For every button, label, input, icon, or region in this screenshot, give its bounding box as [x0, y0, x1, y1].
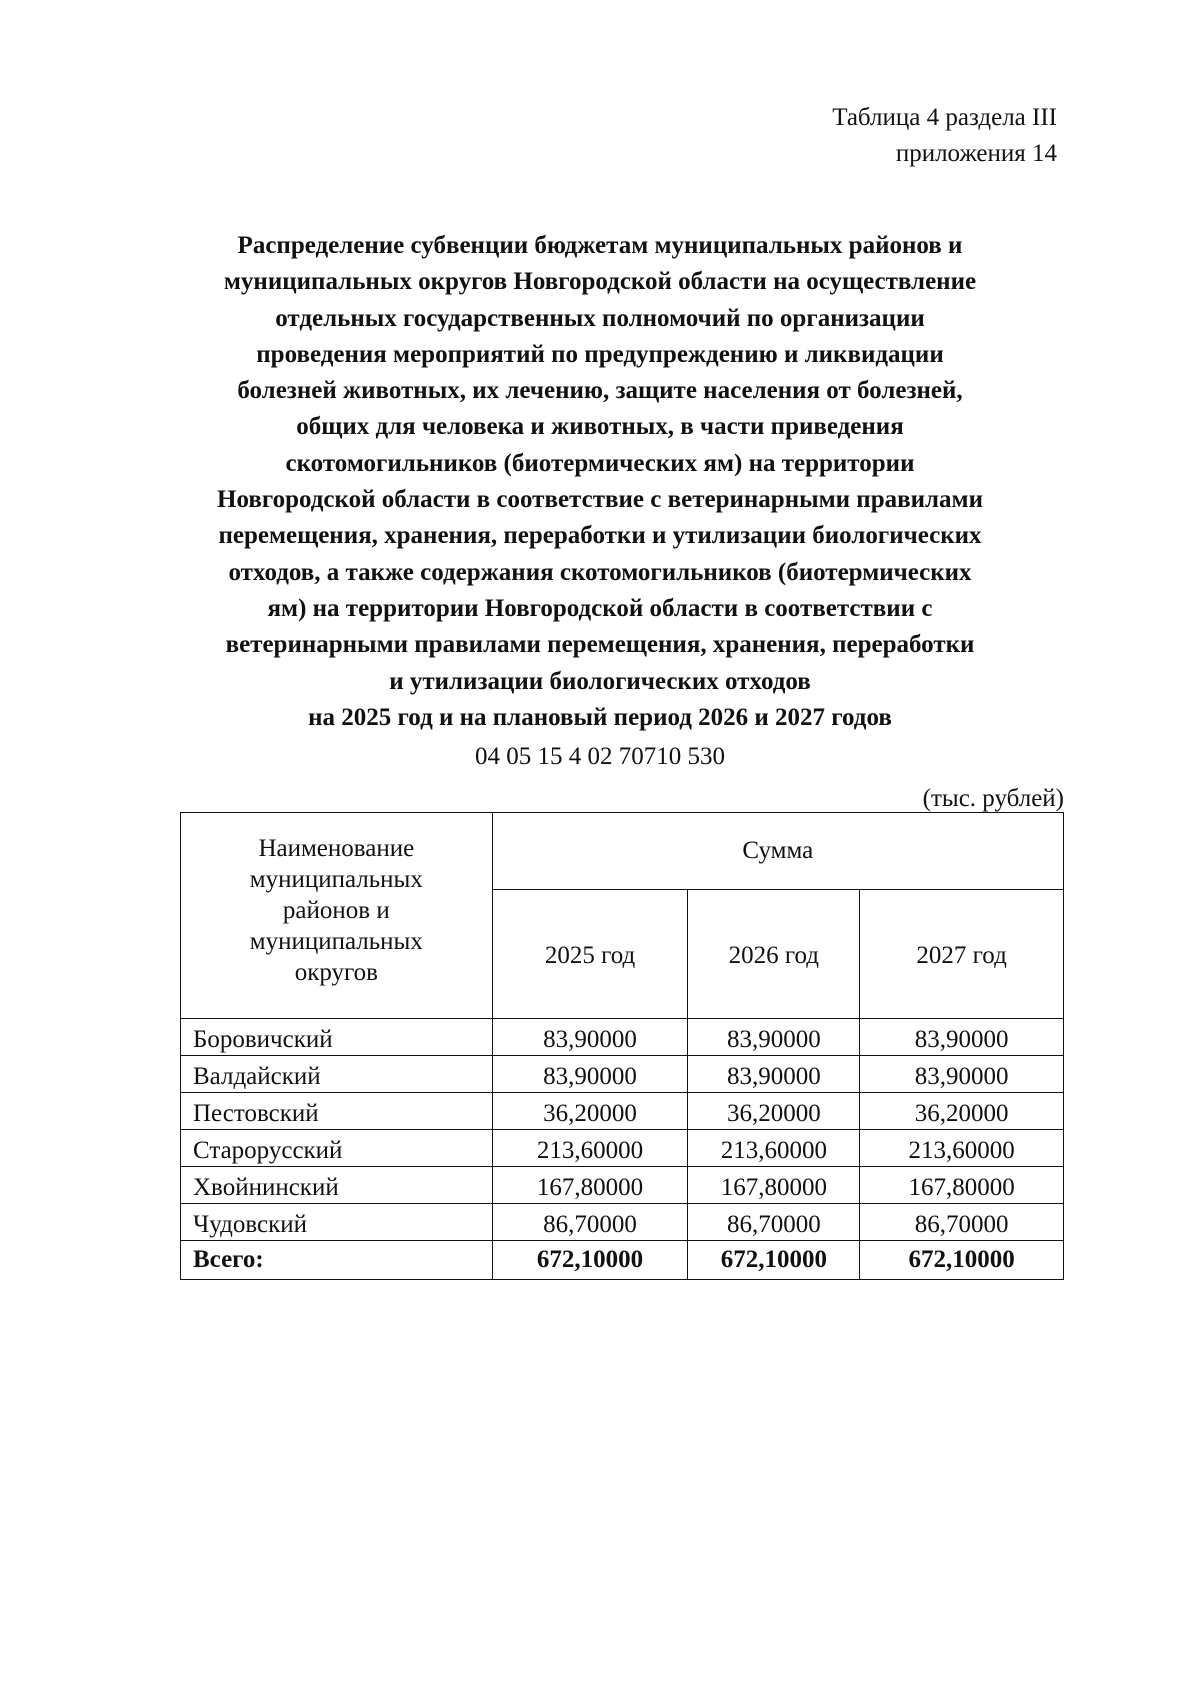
header-year-2026: 2026 год [688, 890, 860, 1019]
district-name: Боровичский [181, 1019, 493, 1056]
subvention-table [180, 812, 1064, 1280]
amount-2025: 167,80000 [492, 1167, 688, 1204]
table-row [181, 1130, 1064, 1167]
amount-2026: 36,20000 [688, 1093, 860, 1130]
table-reference-line-1: Таблица 4 раздела III [832, 104, 1057, 131]
title-line: отдельных государственных полномочий по организации [275, 304, 925, 332]
amount-2027: 86,70000 [860, 1204, 1064, 1241]
table-row [181, 1204, 1064, 1241]
table-reference-line-2: приложения 14 [895, 140, 1057, 167]
amount-2027: 167,80000 [860, 1167, 1064, 1204]
header-name-line: Наименование [258, 835, 415, 862]
title-line: Новгородской области в соответствие с ветеринарными правилами [217, 486, 983, 514]
header-name-line: округов [294, 959, 378, 986]
table-total-row [181, 1241, 1064, 1280]
total-2025: 672,10000 [492, 1241, 688, 1280]
table-row [181, 1019, 1064, 1056]
title-line: болезней животных, их лечению, защите населения от болезней, [237, 377, 963, 405]
title-line: муниципальных округов Новгородской области на осуществление [223, 268, 977, 296]
title-line: ветеринарными правилами перемещения, хранения, переработки [225, 631, 975, 659]
district-name: Хвойнинский [181, 1167, 493, 1204]
amount-2025: 213,60000 [492, 1130, 688, 1167]
table-reference [832, 100, 1057, 172]
title-line: перемещения, хранения, переработки и утилизации биологических [218, 522, 982, 550]
header-name-line: муниципальных [249, 928, 423, 955]
title-line: ям) на территории Новгородской области в соответствии с [267, 594, 933, 622]
amount-2026: 83,90000 [688, 1019, 860, 1056]
amount-2027: 83,90000 [860, 1019, 1064, 1056]
title-line: скотомогильников (биотермических ям) на территории [285, 449, 915, 477]
amount-2025: 83,90000 [492, 1019, 688, 1056]
header-year-2027: 2027 год [860, 890, 1064, 1019]
units-label: (тыс. рублей) [922, 785, 1064, 812]
amount-2026: 167,80000 [688, 1167, 860, 1204]
title-line: на 2025 год и на плановый период 2026 и 2027 годов [308, 703, 892, 731]
document-title [150, 228, 1050, 736]
amount-2026: 83,90000 [688, 1056, 860, 1093]
title-line: Распределение субвенции бюджетам муниципальных районов и [237, 232, 963, 259]
district-name: Чудовский [181, 1204, 493, 1241]
district-name: Пестовский [181, 1093, 493, 1130]
amount-2025: 86,70000 [492, 1204, 688, 1241]
total-label: Всего: [181, 1241, 493, 1280]
amount-2027: 213,60000 [860, 1130, 1064, 1167]
total-2027: 672,10000 [860, 1241, 1064, 1280]
amount-2025: 83,90000 [492, 1056, 688, 1093]
amount-2026: 86,70000 [688, 1204, 860, 1241]
title-line: и утилизации биологических отходов [389, 667, 811, 695]
district-name: Старорусский [181, 1130, 493, 1167]
table-row [181, 1056, 1064, 1093]
amount-2027: 36,20000 [860, 1093, 1064, 1130]
amount-2025: 36,20000 [492, 1093, 688, 1130]
header-name-line: районов и [282, 897, 390, 924]
title-line: проведения мероприятий по предупреждению и ликвидации [256, 340, 944, 368]
table-row [181, 1167, 1064, 1204]
amount-2026: 213,60000 [688, 1130, 860, 1167]
table-row [181, 1093, 1064, 1130]
title-line: общих для человека и животных, в части приведения [296, 413, 904, 441]
header-name-cell [181, 813, 493, 1019]
header-sum-cell: Сумма [492, 813, 1063, 890]
amount-2027: 83,90000 [860, 1056, 1064, 1093]
budget-code: 04 05 15 4 02 70710 530 [475, 743, 725, 770]
table-header-row [181, 813, 1064, 890]
district-name: Валдайский [181, 1056, 493, 1093]
title-line: отходов, а также содержания скотомогильников (биотермических [228, 558, 972, 586]
header-year-2025: 2025 год [492, 890, 688, 1019]
total-2026: 672,10000 [688, 1241, 860, 1280]
header-name-line: муниципальных [249, 866, 423, 893]
